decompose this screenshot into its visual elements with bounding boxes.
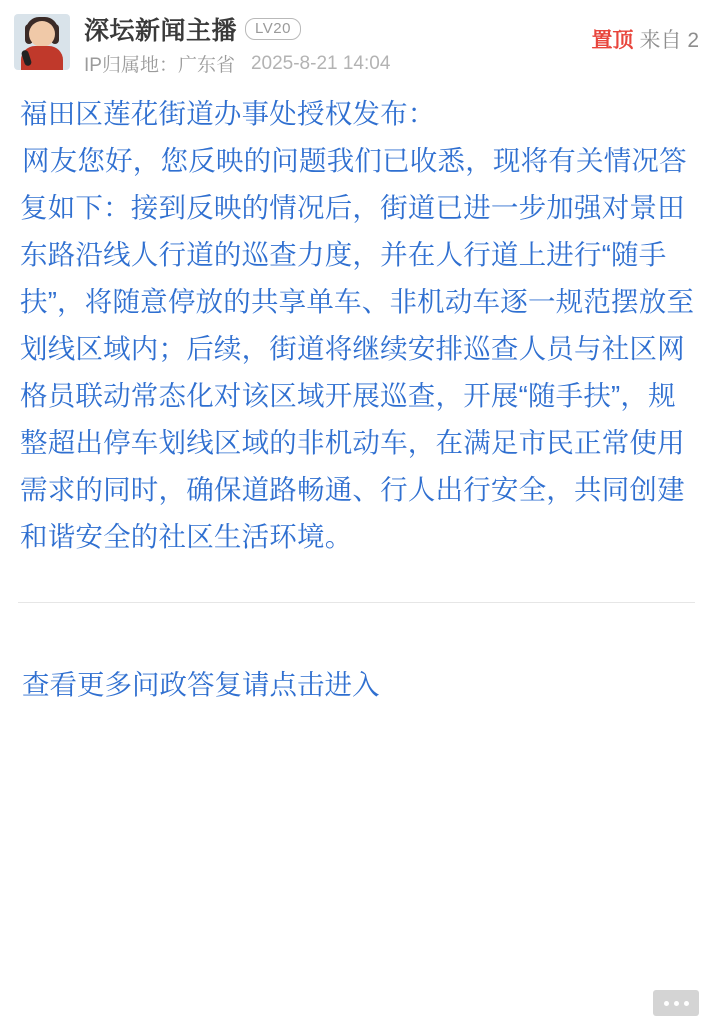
avatar-face-icon [29,21,55,47]
source-label: 来自 2 [639,29,699,52]
dot-3-icon [684,1001,689,1006]
post-timestamp: 2025-8-21 14:04 [250,52,391,74]
more-dots-icon[interactable] [653,990,699,1016]
more-replies-link[interactable]: 查看更多问政答复请点击进入 [22,669,380,700]
level-badge: LV20 [245,18,301,40]
post-meta-row [84,50,390,77]
pinned-badge: 置顶 [591,29,634,52]
post-title: 福田区莲花街道办事处授权发布： [20,98,436,129]
divider [18,602,695,603]
pinned-label-group [591,24,699,54]
author-name[interactable]: 深坛新闻主播 [84,17,238,45]
avatar[interactable] [14,14,70,70]
post-header [0,0,713,76]
post-paragraph: 网友您好，您反映的问题我们已收悉，现将有关情况答复如下：接到反映的情况后，街道已进一步加强对景田东路沿线人行道的巡查力度，并在人行道上进行“随手扶”，将随意停放的共享单车、非机动车逐一规范摆放至划线区域内；后续，街道将继续安排巡查人员与社区网格员联动常态化对该区域开展巡查，开展“随手扶”，规整超出停车划线区域的非机动车，在满足市民正常使用需求的同时，确保道路畅通、行人出行安全，共同创建和谐安全的社区生活环境。 [20,145,695,552]
dot-2-icon [674,1001,679,1006]
author-info [84,12,390,77]
post-body [0,76,713,560]
dot-1-icon [664,1001,669,1006]
ip-location: IP归属地：广东省 [84,55,235,76]
author-name-row [84,12,390,46]
